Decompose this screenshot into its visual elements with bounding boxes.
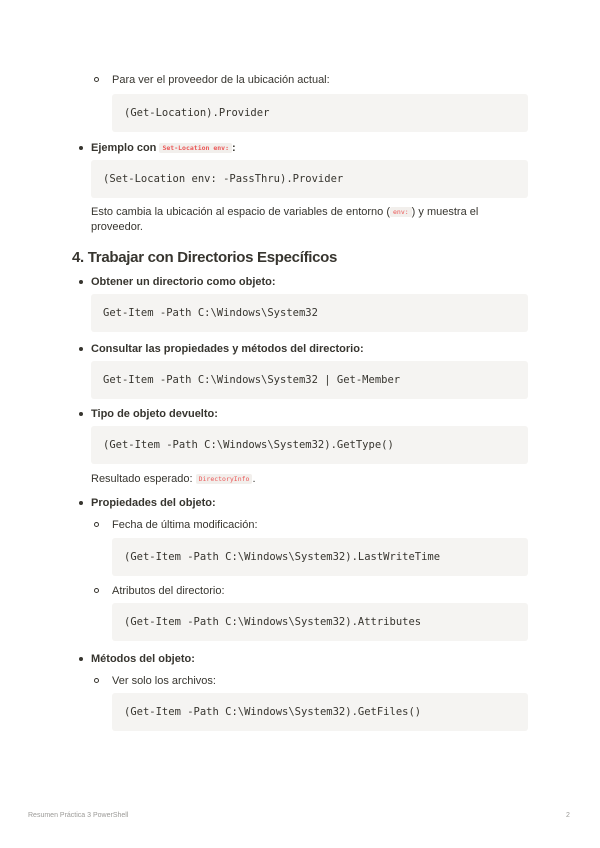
list-item-obtener: Obtener un directorio como objeto: xyxy=(91,276,276,288)
paragraph-text: Resultado esperado: xyxy=(91,473,193,485)
list-item-ver-archivos: Ver solo los archivos: xyxy=(112,675,216,687)
bullet-disc-icon xyxy=(79,146,83,150)
inline-code: env: xyxy=(390,207,412,217)
code-block-last-write-time[interactable] xyxy=(112,538,528,576)
list-item-metodos: Métodos del objeto: xyxy=(91,653,195,665)
paragraph-text: . xyxy=(252,473,256,485)
code-text: Get-Item -Path C:\Windows\System32 xyxy=(103,307,318,319)
code-text: (Get-Item -Path C:\Windows\System32).LastWriteTime xyxy=(124,551,441,563)
list-item-ver-proveedor: Para ver el proveedor de la ubicación actual: xyxy=(112,74,330,86)
code-text: (Set-Location env: -PassThru).Provider xyxy=(103,173,344,185)
bullet-circle-icon xyxy=(94,678,99,683)
page-number: 2 xyxy=(566,812,570,819)
bullet-circle-icon xyxy=(94,522,99,527)
code-block-attributes[interactable] xyxy=(112,603,528,641)
list-item-consultar: Consultar las propiedades y métodos del directorio: xyxy=(91,343,364,355)
bullet-disc-icon xyxy=(79,657,83,661)
bullet-disc-icon xyxy=(79,280,83,284)
code-block-get-item[interactable] xyxy=(91,294,528,332)
inline-code: DirectoryInfo xyxy=(196,474,253,484)
list-item-tipo: Tipo de objeto devuelto: xyxy=(91,408,218,420)
section-heading: 4. Trabajar con Directorios Específicos xyxy=(72,249,338,266)
code-block-set-location[interactable] xyxy=(91,160,528,198)
paragraph-esto-cambia xyxy=(91,205,531,235)
code-text: (Get-Location).Provider xyxy=(124,107,270,119)
code-text: (Get-Item -Path C:\Windows\System32).Attributes xyxy=(124,616,422,628)
code-text: Get-Item -Path C:\Windows\System32 | Get-Member xyxy=(103,374,401,386)
code-text: (Get-Item -Path C:\Windows\System32).GetType() xyxy=(103,439,394,451)
bullet-circle-icon xyxy=(94,77,99,82)
code-block-get-member[interactable] xyxy=(91,361,528,399)
paragraph-text: ) y muestra el xyxy=(411,206,479,218)
paragraph-text: proveedor. xyxy=(91,221,143,233)
code-block-get-files[interactable] xyxy=(112,693,528,731)
inline-code: Set-Location env: xyxy=(159,143,232,153)
paragraph-text: Esto cambia la ubicación al espacio de variables de entorno ( xyxy=(91,206,391,218)
code-block-get-type[interactable] xyxy=(91,426,528,464)
bullet-circle-icon xyxy=(94,588,99,593)
code-text: (Get-Item -Path C:\Windows\System32).GetFiles() xyxy=(124,706,422,718)
ejemplo-suffix: : xyxy=(232,142,236,154)
bullet-disc-icon xyxy=(79,501,83,505)
list-item-ejemplo-con xyxy=(91,141,236,155)
ejemplo-label: Ejemplo con xyxy=(91,142,157,154)
list-item-fecha: Fecha de última modificación: xyxy=(112,519,258,531)
paragraph-resultado xyxy=(91,472,256,486)
list-item-atributos: Atributos del directorio: xyxy=(112,585,225,597)
list-item-propiedades: Propiedades del objeto: xyxy=(91,497,216,509)
footer-title: Resumen Práctica 3 PowerShell xyxy=(28,812,129,819)
bullet-disc-icon xyxy=(79,412,83,416)
code-block-get-location[interactable] xyxy=(112,94,528,132)
bullet-disc-icon xyxy=(79,347,83,351)
